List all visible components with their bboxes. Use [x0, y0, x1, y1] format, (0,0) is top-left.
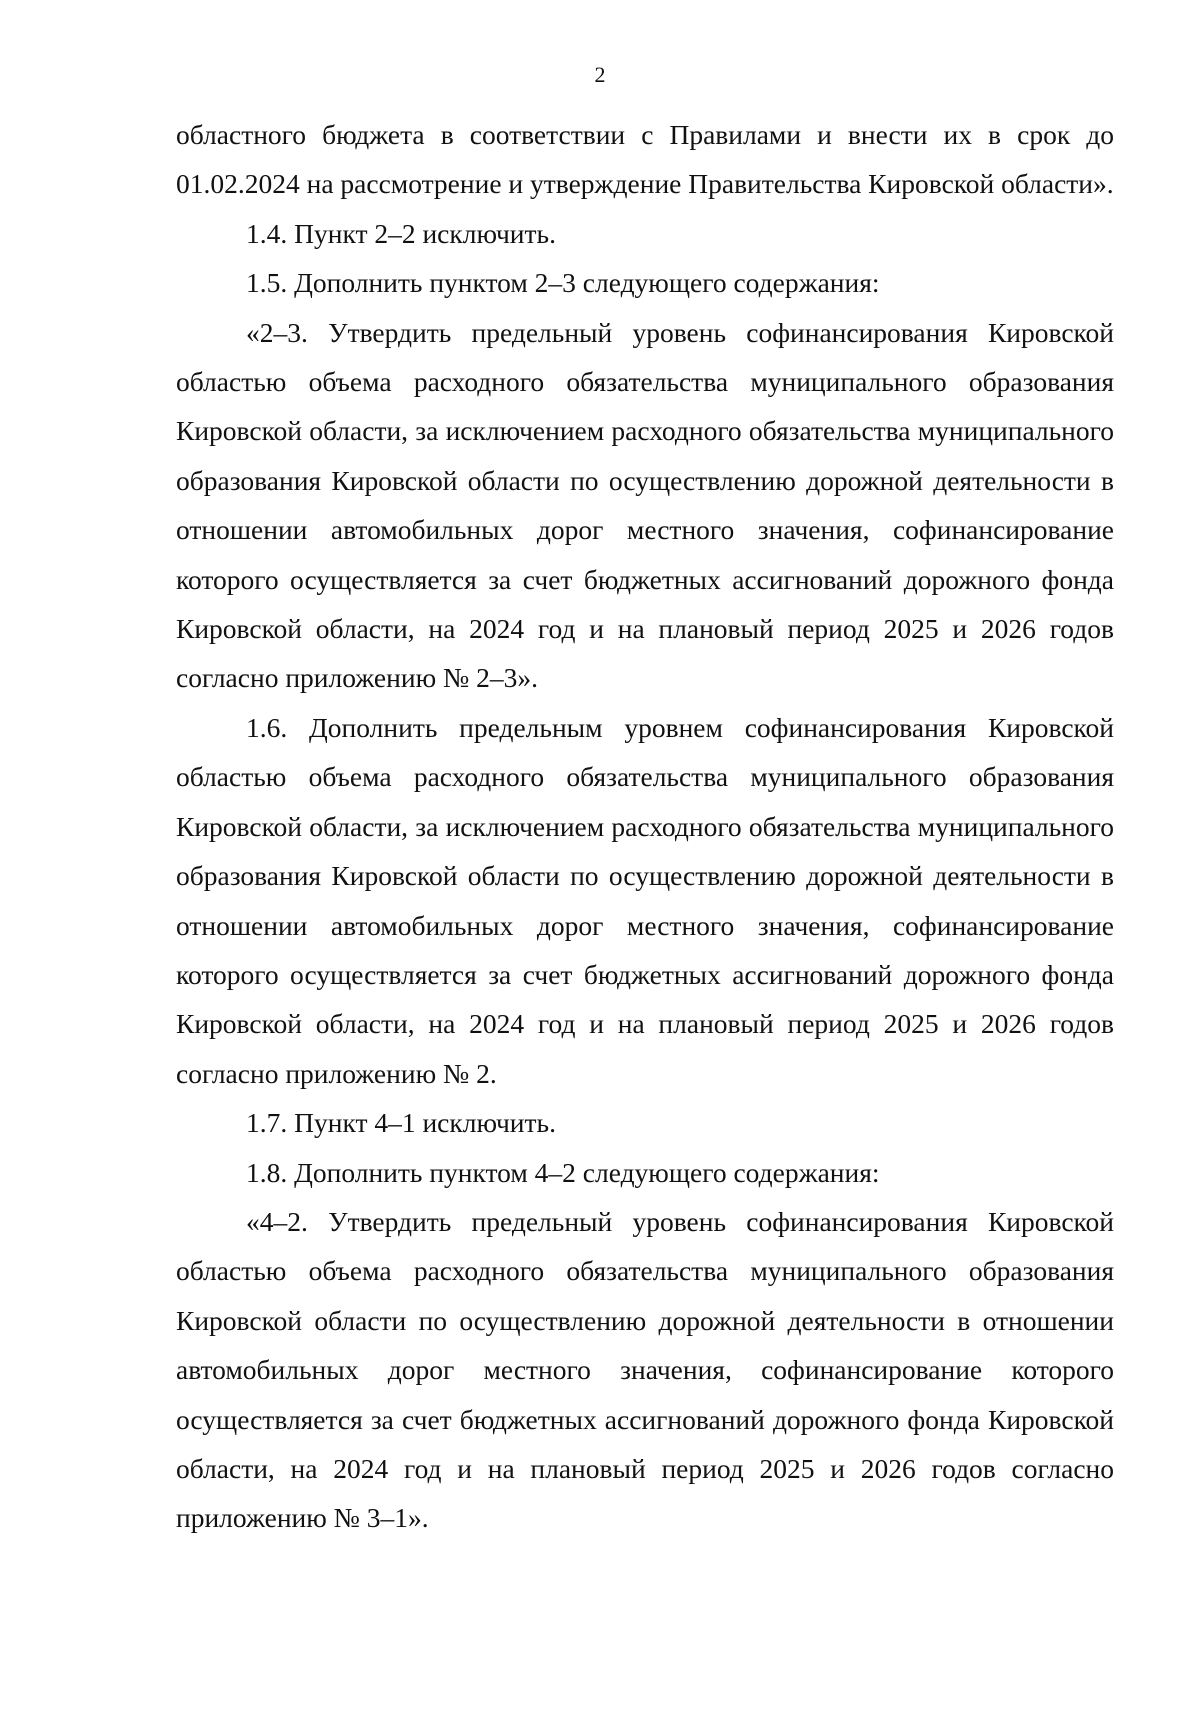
document-body — [176, 110, 1114, 1543]
paragraph-1-4: 1.4. Пункт 2–2 исключить. — [246, 217, 556, 249]
paragraph-4-2-text: «4–2. Утвердить предельный уровень софинансирования Кировской областью объема расходного обязательства муниципального образования Кировской области по осуществлению дорожной деятельности в отношении автомобильных дорог местного значения, софинансирование которого осуществляется за счет бюджетных ассигнований дорожного фонда Кировской области, на 2024 год и на плановый период 2025 и 2026 годов согласно приложению № 3–1». — [176, 1205, 1114, 1534]
paragraph-continuation: областного бюджета в соответствии с Правилами и внести их в срок до 01.02.2024 на рассмотрение и утверждение Правительства Кировской области». — [176, 119, 1114, 200]
page-number: 2 — [594, 62, 606, 87]
paragraph-1-6: 1.6. Дополнить предельным уровнем софинансирования Кировской областью объема расходного обязательства муниципального образования Кировской области, за исключением расходного обязательства муниципального образования Кировской области по осуществлению дорожной деятельности в отношении автомобильных дорог местного значения, софинансирование которого осуществляется за счет бюджетных ассигнований дорожного фонда Кировской области, на 2024 год и на плановый период 2025 и 2026 годов согласно приложению № 2. — [176, 711, 1114, 1089]
paragraph-1-7: 1.7. Пункт 4–1 исключить. — [246, 1107, 556, 1139]
paragraph-2-3-text: «2–3. Утвердить предельный уровень софинансирования Кировской областью объема расходного обязательства муниципального образования Кировской области, за исключением расходного обязательства муниципального образования Кировской области по осуществлению дорожной деятельности в отношении автомобильных дорог местного значения, софинансирование которого осуществляется за счет бюджетных ассигнований дорожного фонда Кировской области, на 2024 год и на плановый период 2025 и 2026 годов согласно приложению № 2–3». — [176, 316, 1114, 694]
paragraph-1-8: 1.8. Дополнить пунктом 4–2 следующего содержания: — [246, 1156, 880, 1188]
paragraph-1-5: 1.5. Дополнить пунктом 2–3 следующего содержания: — [246, 267, 880, 299]
